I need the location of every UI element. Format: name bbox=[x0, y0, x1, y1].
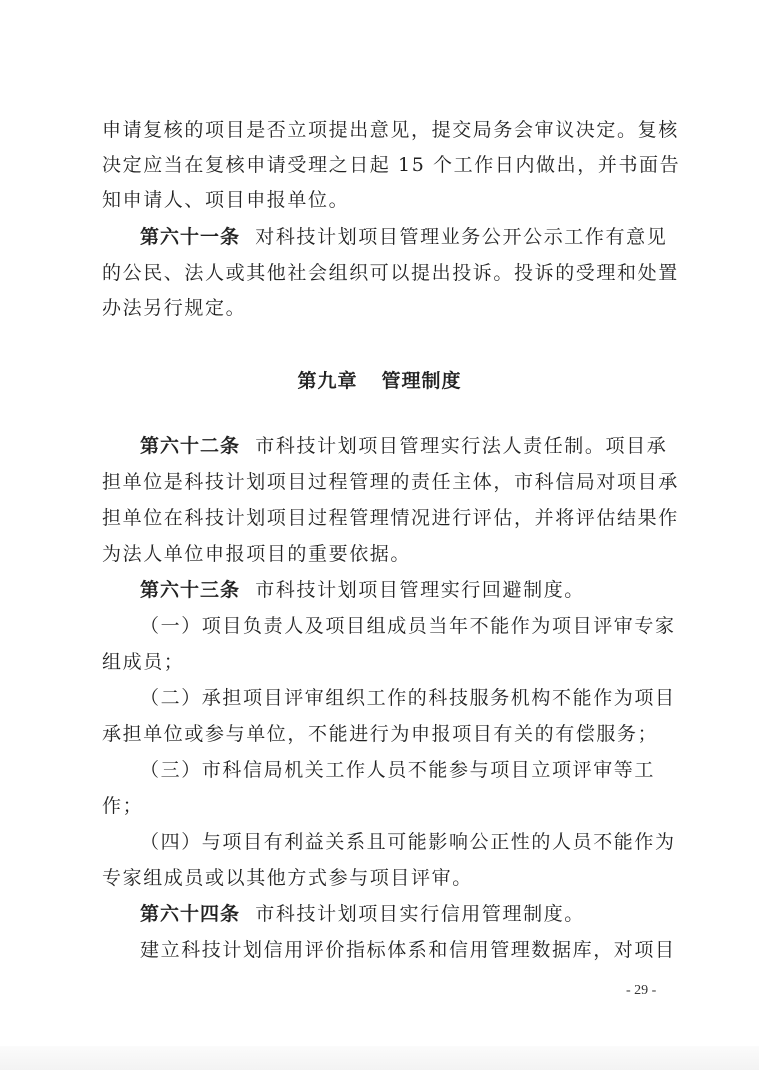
body-line: 的公民、法人或其他社会组织可以提出投诉。投诉的受理和处置 bbox=[102, 262, 679, 284]
body-line: 知申请人、项目申报单位。 bbox=[102, 189, 350, 211]
article-62-line: 第六十二条 市科技计划项目管理实行法人责任制。项目承 bbox=[140, 435, 668, 457]
body-line: 专家组成员或以其他方式参与项目评审。 bbox=[102, 867, 473, 889]
body-line: 办法另行规定。 bbox=[102, 297, 247, 319]
article-label: 第六十四条 bbox=[140, 903, 241, 925]
body-line: 承担单位或参与单位，不能进行为申报项目有关的有偿服务； bbox=[102, 723, 659, 745]
scan-edge bbox=[0, 1046, 759, 1070]
body-line: 作； bbox=[102, 795, 144, 817]
list-item: （四）与项目有利益关系且可能影响公正性的人员不能作为 bbox=[140, 831, 676, 853]
article-label: 第六十三条 bbox=[140, 579, 241, 601]
article-63-line: 第六十三条 市科技计划项目管理实行回避制度。 bbox=[140, 579, 585, 601]
list-item: （一）项目负责人及项目组成员当年不能作为项目评审专家 bbox=[140, 615, 676, 637]
article-64-line: 第六十四条 市科技计划项目实行信用管理制度。 bbox=[140, 903, 585, 925]
page-number: - 29 - bbox=[626, 983, 657, 998]
body-line: 为法人单位申报项目的重要依据。 bbox=[102, 543, 412, 565]
article-label: 第六十二条 bbox=[140, 435, 241, 457]
article-61-line: 第六十一条 对科技计划项目管理业务公开公示工作有意见 bbox=[140, 226, 668, 248]
chapter-number: 第九章 bbox=[297, 370, 358, 392]
chapter-title: 管理制度 bbox=[381, 370, 462, 392]
body-line: 建立科技计划信用评价指标体系和信用管理数据库，对项目 bbox=[140, 939, 676, 961]
article-label: 第六十一条 bbox=[140, 226, 241, 248]
body-line: 决定应当在复核申请受理之日起 15 个工作日内做出，并书面告 bbox=[102, 154, 681, 176]
body-line: 担单位是科技计划项目过程管理的责任主体，市科信局对项目承 bbox=[102, 471, 679, 493]
body-line: 担单位在科技计划项目过程管理情况进行评估，并将评估结果作 bbox=[102, 507, 679, 529]
body-line: 组成员； bbox=[102, 651, 185, 673]
chapter-heading bbox=[0, 366, 759, 393]
list-item: （三）市科信局机关工作人员不能参与项目立项评审等工 bbox=[140, 759, 656, 781]
body-line: 申请复核的项目是否立项提出意见，提交局务会审议决定。复核 bbox=[102, 119, 679, 141]
list-item: （二）承担项目评审组织工作的科技服务机构不能作为项目 bbox=[140, 687, 676, 709]
